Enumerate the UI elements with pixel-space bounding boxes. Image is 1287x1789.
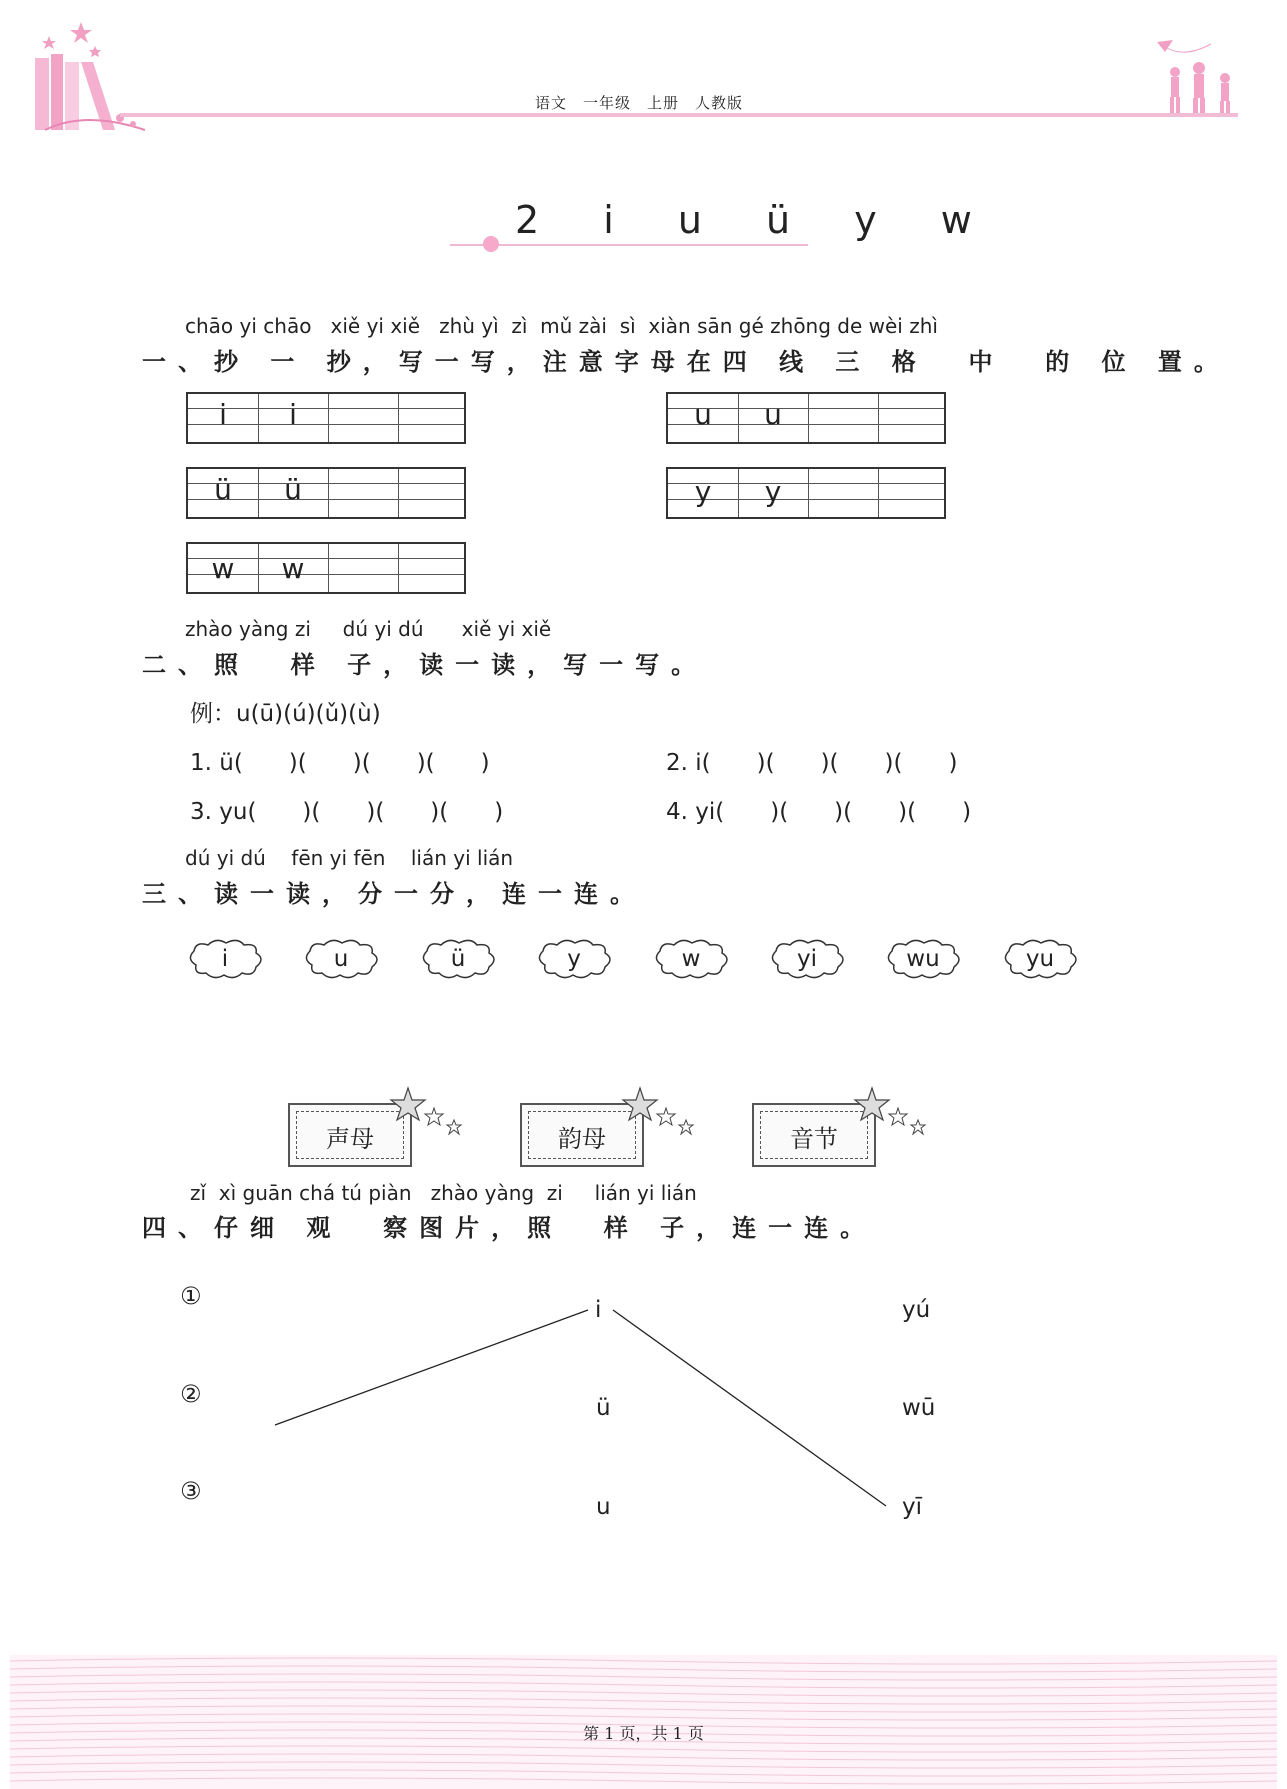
q3-title: 三、读一读，分一分，连一连。	[142, 880, 646, 908]
cloud-label: i	[221, 946, 229, 972]
picture-number: ②	[180, 1380, 202, 1408]
q2-example: 例：u(ū)(ú)(ǔ)(ù)	[190, 701, 381, 727]
picture-number: ①	[180, 1282, 202, 1310]
q2-pinyin: zhào yàng zi dú yi dú xiě yi xiě	[185, 617, 552, 641]
q2-item[interactable]: 3. yu( )( )( )( )	[190, 799, 504, 825]
q2-title: 二、照 样 子，读一读，写一写。	[142, 651, 708, 679]
grid-letter: y	[764, 475, 782, 508]
header-subject: 语文 一年级 上册 人教版	[535, 94, 744, 112]
grid-letter: u	[694, 398, 712, 431]
grid-letter: i	[289, 398, 297, 431]
match-middle[interactable]: u	[596, 1494, 611, 1520]
match-right[interactable]: yī	[902, 1494, 923, 1520]
match-right[interactable]: wū	[902, 1395, 936, 1421]
match-middle[interactable]: ü	[596, 1395, 611, 1421]
q4-title: 四、仔细 观 察图片，照 样 子，连一连。	[142, 1214, 877, 1242]
cloud-label: ü	[450, 946, 466, 972]
grid-letter: y	[694, 475, 712, 508]
match-middle[interactable]: i	[595, 1297, 602, 1323]
cloud-label: yu	[1025, 946, 1055, 972]
cloud-label: wu	[906, 946, 940, 972]
category-label: 音节	[790, 1125, 838, 1153]
grid-letter: i	[219, 398, 227, 431]
picture-number: ③	[180, 1477, 202, 1505]
grid-letter: w	[211, 552, 235, 585]
cloud-label: y	[567, 946, 581, 972]
match-right[interactable]: yú	[902, 1297, 931, 1323]
q2-item[interactable]: 2. i( )( )( )( )	[666, 750, 958, 776]
grid-letter: u	[764, 398, 782, 431]
q2-item[interactable]: 4. yi( )( )( )( )	[666, 799, 972, 825]
cloud-label: yi	[796, 946, 817, 972]
q1-title: 一、抄 一 抄，写一写，注意字母在四 线 三 格 中 的 位 置。	[142, 348, 1230, 376]
q3-pinyin: dú yi dú fēn yi fēn lián yi lián	[185, 846, 514, 870]
lesson-title: 2 i u ü y w	[515, 198, 998, 242]
cloud-label: w	[681, 946, 701, 972]
q2-item[interactable]: 1. ü( )( )( )( )	[190, 750, 490, 776]
grid-letter: ü	[214, 473, 232, 506]
q4-pinyin: zǐ xì guān chá tú piàn zhào yàng zi lián yi lián	[190, 1181, 697, 1205]
category-label: 声母	[326, 1125, 374, 1153]
page-number: 第 1 页，共 1 页	[583, 1724, 704, 1743]
category-label: 韵母	[558, 1125, 606, 1153]
grid-letter: w	[281, 552, 305, 585]
cloud-label: u	[333, 946, 349, 972]
grid-letter: ü	[284, 473, 302, 506]
q1-pinyin: chāo yi chāo xiě yi xiě zhù yì zì mǔ zài sì xiàn sān gé zhōng de wèi zhì	[185, 314, 938, 338]
